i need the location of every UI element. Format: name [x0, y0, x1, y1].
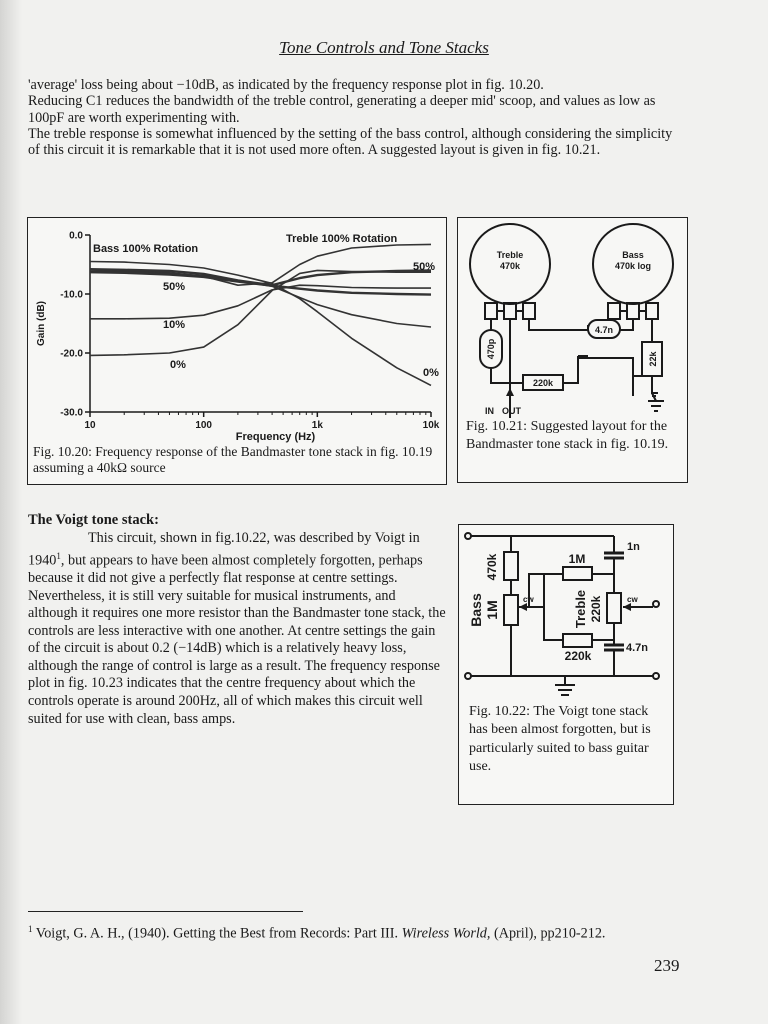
footnote-reference: 1 [56, 550, 61, 561]
in-label: IN [485, 406, 494, 416]
treble-pot-lug [523, 303, 535, 319]
series-line-bass-100pct [90, 262, 431, 386]
bass-pot-value: 470k log [614, 261, 652, 271]
annotation-treble-50: 50% [413, 261, 436, 273]
intro-paragraph: Reducing C1 reduces the bandwidth of the treble control, generating a deeper mid' scoop, and values as low as 100pF are worth experimenting with. [28, 93, 656, 126]
treble-pot-value: 470k [499, 261, 521, 271]
bass-pot-lug [627, 303, 639, 319]
resistor-470k-label: 470k [485, 553, 499, 581]
y-tick-label: -20.0 [60, 348, 83, 360]
intro-paragraph: The treble response is somewhat influenced by the setting of the bass control, although considering the simplicity of this circuit it is remarkable that it is not used more often. A suggested layout is given in fig. 10.21. [28, 125, 673, 159]
annotation-bass-10: 10% [163, 319, 186, 331]
figure-caption: Fig. 10.20: Frequency response of the Bandmaster tone stack in fig. 10.19 assuming a 40kΩ source [33, 444, 433, 475]
resistor-220k [563, 634, 592, 647]
bass-pot-name: Bass [468, 593, 484, 627]
layout-diagram [458, 218, 687, 418]
bass-wiper-arrow [519, 603, 527, 611]
input-terminal [465, 533, 471, 539]
output-terminal [653, 601, 659, 607]
page-number: 239 [654, 956, 680, 975]
footnote-journal: Wireless World [401, 925, 487, 942]
resistor-220k-label: 220k [532, 378, 554, 388]
y-tick-label: 0.0 [69, 230, 83, 242]
resistor-220k-label: 220k [564, 649, 592, 663]
intro-paragraph: 'average' loss being about −10dB, as indicated by the frequency response plot in fig. 10.20. [28, 77, 544, 93]
x-tick-label: 1k [311, 420, 323, 431]
figure-caption: Fig. 10.22: The Voigt tone stack has been almost forgotten, but is particularly suited to bass guitar use. [469, 704, 651, 774]
treble-pot-name: Treble [496, 250, 524, 260]
voigt-text-lead: This circuit, shown in fig.10.22, was described by Voigt in 1940 [28, 530, 420, 569]
resistor-470k [504, 552, 518, 580]
treble-pot-name: Treble [573, 589, 588, 629]
treble-pot [607, 593, 621, 623]
section-heading: The Voigt tone stack: [28, 512, 159, 528]
treble-wiper-arrow [623, 603, 631, 611]
treble-pot-lug [485, 303, 497, 319]
capacitor-1n-label: 1n [627, 541, 640, 553]
ground-terminal-right [653, 673, 659, 679]
footnote [28, 919, 678, 944]
treble-pot-value: 220k [589, 595, 603, 623]
x-tick-label: 10 [84, 420, 96, 431]
resistor-1m-label: 1M [568, 552, 586, 566]
y-tick-label: -30.0 [60, 407, 83, 419]
ground-terminal-left [465, 673, 471, 679]
y-axis-label: Gain (dB) [36, 301, 47, 346]
treble-cw-label: cw [627, 595, 638, 604]
figure-caption: Fig. 10.21: Suggested layout for the Bandmaster tone stack in fig. 10.19. [466, 419, 669, 452]
bass-pot [504, 595, 518, 625]
running-head: Tone Controls and Tone Stacks [279, 38, 489, 57]
bass-pot-lug [646, 303, 658, 319]
annotation-bass-100: Bass 100% Rotation [93, 243, 199, 255]
voigt-text-rest: , but appears to have been almost completely forgotten, perhaps because it did not give a perfectly flat response at centre settings. Nevertheless, it is still very suitable for musical instruments, and although it requires one more resistor than the Bandmaster tone stack, the controls are less interactive with one another. At centre settings the gain of the circuit is about 0.2 (−14dB) which is a relatively heavy loss, although the range of control is large as a result. The frequency response plot in fig. 10.23 indicates that the centre frequency about which the controls operate is around 200Hz, all of which makes this circuit well suited for use with clean, bass amps. [28, 552, 446, 727]
bass-pot-value: 1M [484, 600, 500, 620]
x-tick-label: 10k [422, 420, 440, 431]
voigt-paragraph [28, 530, 446, 728]
footnote-text: Voigt, G. A. H., (1940). Getting the Best from Records: Part III. [32, 925, 402, 942]
x-tick-label: 100 [195, 420, 213, 431]
footnote-marker: 1 [28, 924, 33, 934]
resistor-1m [563, 567, 592, 580]
annotation-treble-100: Treble 100% Rotation [286, 233, 398, 245]
footnote-text-end: , (April), pp210-212. [486, 925, 606, 942]
bass-pot-lug [608, 303, 620, 319]
intro-text [28, 77, 678, 158]
x-axis-label: Frequency (Hz) [235, 431, 316, 443]
figure-10-22 [458, 524, 674, 805]
y-tick-label: -10.0 [60, 289, 83, 301]
figure-10-20 [27, 217, 447, 485]
frequency-response-chart [28, 218, 446, 444]
bass-pot-name: Bass [622, 250, 644, 260]
capacitor-4-7n-label: 4.7n [594, 325, 614, 335]
in-arrow [506, 388, 514, 396]
page-edge-shadow [0, 0, 22, 1024]
figure-10-21 [457, 217, 688, 483]
out-label: OUT [502, 406, 521, 416]
annotation-bass-0: 0% [170, 359, 186, 371]
voigt-body-text [28, 530, 446, 728]
footnote-rule [28, 911, 303, 912]
capacitor-4-7n-label: 4.7n [626, 642, 649, 654]
capacitor-470p-label: 470p [486, 338, 496, 360]
treble-pot-lug [504, 303, 516, 319]
voigt-schematic [459, 525, 673, 703]
bass-cw-label: cw [523, 595, 534, 604]
resistor-22k-label: 22k [648, 351, 658, 367]
annotation-bass-50: 50% [163, 281, 186, 293]
annotation-treble-0: 0% [423, 367, 439, 379]
